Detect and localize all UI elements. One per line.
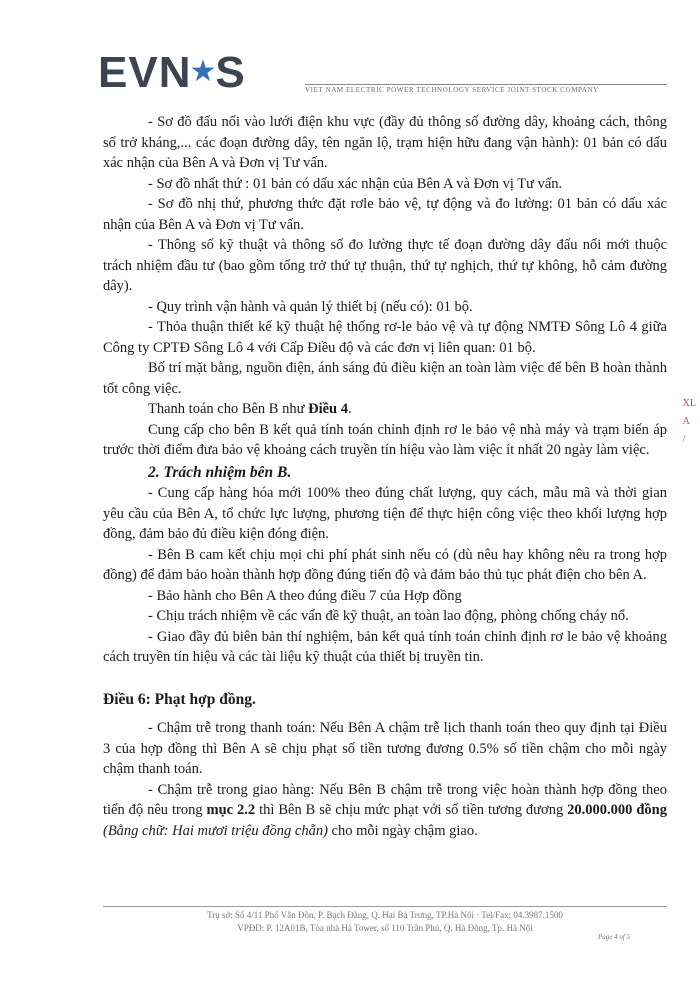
- paragraph-design-agreement: - Thỏa thuận thiết kế kỹ thuật hệ thống rơ-le bảo vệ và tự động NMTĐ Sông Lô 4 giữa Công ty CPTĐ Sông Lô 4 với Cấp Điều độ và các đơn vị liên quan: 01 bộ.: [103, 319, 667, 356]
- paragraph-payment: [103, 399, 667, 420]
- paragraph-connection-diagram: - Sơ đồ đấu nối vào lưới điện khu vực (đầy đủ thông số đường dây, khoảng cách, thông số trở kháng,... các đoạn đường dây, tên ngăn lộ, trạm hiện hữu đang vận hành): 01 bản có dấu xác nhận của Bên A và Đơn vị Tư vấn.: [103, 114, 667, 171]
- section-2-title: 2. Trách nhiệm bên B.: [148, 463, 292, 481]
- section-2-item: - Cung cấp hàng hóa mới 100% theo đúng chất lượng, quy cách, mẫu mã và thời gian yêu cầu của Bên A, tổ chức lực lượng, phương tiện để thực hiện công việc theo khối lượng hợp đồng, đảm bảo đủ điều kiện đóng điện.: [103, 485, 667, 542]
- footer-address-line: Trụ sở: Số 4/11 Phố Vân Đồn, P. Bạch Đằng, Q. Hai Bà Trưng, TP.Hà Nội · Tel/Fax: 04.3987.1500: [207, 910, 563, 920]
- company-name: VIET NAM ELECTRIC POWER TECHNOLOGY SERVICE JOINT STOCK COMPANY: [305, 84, 667, 94]
- article-6-delivery-delay: [103, 780, 667, 842]
- section-2-item: - Chịu trách nhiệm về các vấn đề kỹ thuật, an toàn lao động, phòng chống cháy nổ.: [148, 608, 629, 624]
- article-6-payment-delay: - Chậm trễ trong thanh toán: Nếu Bên A chậm trễ lịch thanh toán theo quy định tại Điều 3 của hợp đồng thì Bên A sẽ chịu phạt số tiền tương đương 0.5% số tiền chậm cho mỗi ngày chậm thanh toán.: [103, 720, 667, 777]
- paragraph-operation-procedure: - Quy trình vận hành và quản lý thiết bị (nếu có): 01 bộ.: [148, 298, 473, 315]
- delivery-delay-suffix: cho mỗi ngày chậm giao.: [327, 822, 478, 839]
- paragraph-site-layout: Bố trí mặt bằng, nguồn điện, ánh sáng đủ điều kiện an toàn làm việc để bên B hoàn thành tốt công việc.: [103, 360, 667, 397]
- paragraph-secondary-diagram: - Sơ đồ nhị thứ, phương thức đặt rơle bảo vệ, tự động và đo lường: 01 bản có dấu xác nhận của Bên A và Đơn vị Tư vấn.: [103, 196, 667, 233]
- paragraph-technical-specs: - Thông số kỹ thuật và thông số đo lường thực tế đoạn đường dây đấu nối mới thuộc trách nhiệm đầu tư (bao gồm tổng trở thứ tự thuận, thứ tự nghịch, thứ tự không, hỗ cảm đường dây).: [103, 237, 667, 294]
- paragraph-primary-diagram: - Sơ đồ nhất thứ : 01 bản có dấu xác nhận của Bên A và Đơn vị Tư vấn.: [148, 175, 563, 192]
- footer-office-line: VPĐD: P. 12A01B, Tòa nhà Hà Tower, số 110 Trần Phú, Q. Hà Đông, Tp. Hà Nội: [237, 923, 533, 933]
- payment-article-ref: Điều 4: [308, 401, 348, 417]
- document-body: [103, 112, 667, 841]
- delivery-delay-middle: thì Bên B sẽ chịu mức phạt với số tiền tương đương: [255, 802, 568, 818]
- delivery-delay-prefix: - Chậm trễ trong giao hàng: Nếu Bên B chậm trễ trong việc hoàn thành hợp đồng theo tiến độ nêu trong: [103, 781, 667, 818]
- delivery-delay-ref: mục 2.2: [206, 802, 256, 818]
- article-6-title: Điều 6: Phạt hợp đồng.: [103, 690, 256, 708]
- page-number: Page 4 of 5: [598, 933, 631, 941]
- penalty-amount: 20.000.000 đồng: [567, 802, 667, 818]
- section-2-item: - Bên B cam kết chịu mọi chi phí phát sinh nếu có (dù nêu hay không nêu ra trong hợp đồng) để đảm bảo hoàn thành hợp đồng đúng tiến độ và đảm bảo thủ tục phát điện cho bên A.: [103, 546, 667, 583]
- margin-handwriting: XL A /: [682, 398, 696, 445]
- section-2-item: - Giao đầy đủ biên bản thí nghiệm, bản kết quả tính toán chỉnh định rơ le bảo vệ khoảng cách truyền tín hiệu và các tài liệu kỹ thuật của thiết bị truyền tin.: [103, 628, 667, 665]
- logo-star-icon: ★: [189, 55, 218, 88]
- payment-suffix: .: [347, 401, 352, 417]
- payment-prefix: Thanh toán cho Bên B như: [148, 401, 309, 417]
- section-2-item: - Bảo hành cho Bên A theo đúng điều 7 của Hợp đồng: [148, 587, 462, 604]
- page-footer: [103, 906, 667, 935]
- paragraph-calculation-results: Cung cấp cho bên B kết quả tính toán chỉnh định rơ le bảo vệ nhà máy và trạm biến áp trước thời điểm đưa bảo vệ khoảng cách truyền tín hiệu vào làm việc ít nhất 20 ngày làm việc.: [103, 421, 667, 458]
- penalty-amount-words: (Bằng chữ: Hai mươi triệu đồng chẵn): [103, 822, 328, 839]
- evns-logo: EVN★S: [98, 48, 246, 97]
